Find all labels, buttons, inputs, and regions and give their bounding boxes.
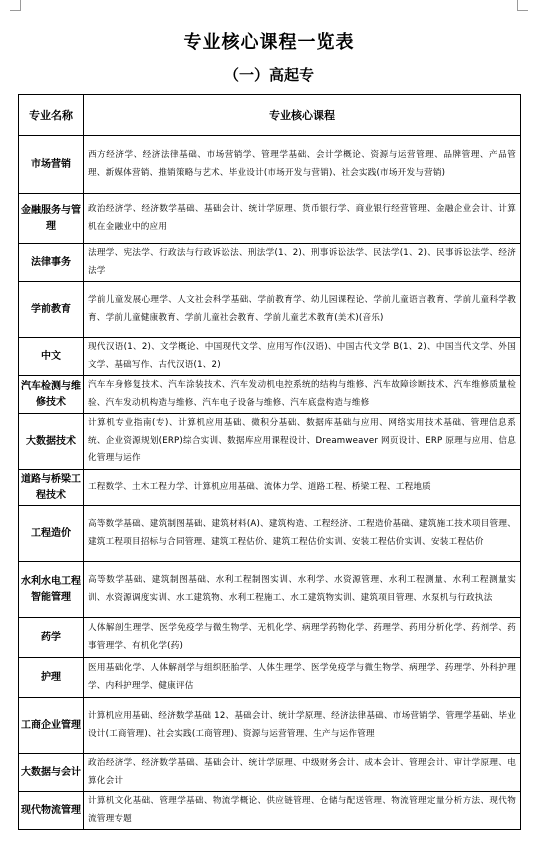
course-list: 计算机文化基础、管理学基础、物流学概论、供应链管理、仓储与配送管理、物流管理定量分析方法、现代物流管理专题	[84, 792, 521, 830]
course-list: 医用基础化学、人体解剖学与组织胚胎学、人体生理学、医学免疫学与微生物学、病理学、药理学、外科护理学、内科护理学、健康评估	[84, 658, 521, 698]
course-list: 高等数学基础、建筑制图基础、建筑材料(A)、建筑构造、工程经济、工程造价基础、建筑施工技术项目管理、建筑工程项目招标与合同管理、建筑工程估价、建筑工程估价实训、安装工程估价实训、安装工程估价	[84, 506, 521, 562]
page-subtitle: （一）高起专	[223, 66, 314, 84]
major-name: 药学	[19, 618, 84, 658]
course-list: 学前儿童发展心理学、人文社会科学基础、学前教育学、幼儿园课程论、学前儿童语言教育、学前儿童科学教育、学前儿童健康教育、学前儿童社会教育、学前儿童艺术教育(美术)(音乐)	[84, 282, 521, 338]
table-row	[19, 376, 521, 414]
table-row	[19, 658, 521, 698]
course-list: 法理学、宪法学、行政法与行政诉讼法、刑法学(1、2)、刑事诉讼法学、民法学(1、2)、民事诉讼法学、经济法学	[84, 244, 521, 282]
table-row	[19, 792, 521, 830]
course-list: 政治经济学、经济数学基础、基础会计、统计学原理、货币银行学、商业银行经营管理、金融企业会计、计算机在金融业中的应用	[84, 194, 521, 244]
right-corner-mark	[517, 0, 528, 11]
major-name: 市场营销	[19, 136, 84, 194]
major-name: 法律事务	[19, 244, 84, 282]
course-list: 工程数学、土木工程力学、计算机应用基础、流体力学、道路工程、桥梁工程、工程地质	[84, 470, 521, 506]
major-name: 学前教育	[19, 282, 84, 338]
table-row	[19, 338, 521, 376]
major-name: 水利水电工程智能管理	[19, 562, 84, 618]
table-row	[19, 698, 521, 754]
table-header-row	[19, 95, 521, 136]
table-row	[19, 244, 521, 282]
table-row	[19, 414, 521, 470]
table-row	[19, 506, 521, 562]
table-row	[19, 470, 521, 506]
table-row	[19, 618, 521, 658]
major-name: 金融服务与管理	[19, 194, 84, 244]
major-name: 大数据技术	[19, 414, 84, 470]
course-list: 现代汉语(1、2)、文学概论、中国现代文学、应用写作(汉语)、中国古代文学 B(1、2)、中国当代文学、外国文学、基础写作、古代汉语(1、2)	[84, 338, 521, 376]
major-name: 道路与桥梁工程技术	[19, 470, 84, 506]
table-row	[19, 282, 521, 338]
header-major: 专业名称	[19, 95, 84, 136]
page-title: 专业核心课程一览表	[183, 32, 355, 53]
major-name: 工商企业管理	[19, 698, 84, 754]
course-table	[18, 94, 521, 830]
major-name: 工程造价	[19, 506, 84, 562]
left-corner-mark	[10, 0, 21, 11]
header-courses: 专业核心课程	[84, 95, 521, 136]
course-list: 计算机专业指南(专)、计算机应用基础、微积分基础、数据库基础与应用、网络实用技术基础、管理信息系统、企业资源规划(ERP)综合实训、数据库应用课程设计、Dreamweaver 网页设计、ERP 原理与应用、信息化管理与运作	[84, 414, 521, 470]
major-name: 现代物流管理	[19, 792, 84, 830]
table-row	[19, 136, 521, 194]
course-list: 汽车车身修复技术、汽车涂装技术、汽车发动机电控系统的结构与维修、汽车故障诊断技术、汽车维修质量检验、汽车发动机构造与维修、汽车电子设备与维修、汽车底盘构造与维修	[84, 376, 521, 414]
table-row	[19, 194, 521, 244]
major-name: 汽车检测与维修技术	[19, 376, 84, 414]
course-list: 西方经济学、经济法律基础、市场营销学、管理学基础、会计学概论、资源与运营管理、品牌管理、产品管理、新媒体营销、推销策略与艺术、毕业设计(市场开发与营销)、社会实践(市场开发与营销)	[84, 136, 521, 194]
table-row	[19, 562, 521, 618]
table-row	[19, 754, 521, 792]
course-list: 高等数学基础、建筑制图基础、水利工程制图实训、水利学、水资源管理、水利工程测量、水利工程测量实训、水资源调度实训、水工建筑物、水利工程施工、水工建筑物实训、建筑项目管理、水泵机与行政执法	[84, 562, 521, 618]
major-name: 护理	[19, 658, 84, 698]
course-list: 政治经济学、经济数学基础、基础会计、统计学原理、中级财务会计、成本会计、管理会计、审计学原理、电算化会计	[84, 754, 521, 792]
course-list: 计算机应用基础、经济数学基础 12、基础会计、统计学原理、经济法律基础、市场营销学、管理学基础、毕业设计(工商管理)、社会实践(工商管理)、资源与运营管理、生产与运作管理	[84, 698, 521, 754]
course-list: 人体解剖生理学、医学免疫学与微生物学、无机化学、病理学药物化学、药理学、药用分析化学、药剂学、药事管理学、有机化学(药)	[84, 618, 521, 658]
major-name: 中文	[19, 338, 84, 376]
major-name: 大数据与会计	[19, 754, 84, 792]
